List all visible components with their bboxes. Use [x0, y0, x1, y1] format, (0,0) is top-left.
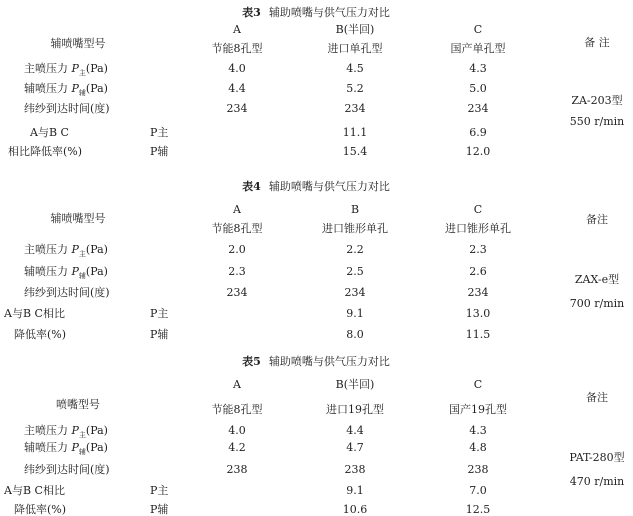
compare-cell: 6.9 [469, 126, 487, 139]
table-cell: 238 [467, 463, 489, 476]
table-title-text: 辅助喷嘴与供气压力对比 [268, 6, 390, 19]
table-cell: 4.4 [346, 424, 364, 437]
column-letter: B(半回) [335, 378, 375, 391]
table-cell: 4.4 [228, 82, 246, 95]
table-cell: 234 [467, 286, 489, 299]
compare-label: A与B C [30, 126, 69, 139]
pressure-symbol: P [71, 265, 79, 278]
row-label [24, 82, 108, 98]
table-cell: 4.0 [228, 62, 246, 75]
column-letter: B(半回) [335, 23, 375, 36]
pressure-symbol: P [71, 424, 79, 437]
row-label-text: 纬纱到达时间(度) [24, 102, 110, 115]
table-title [242, 180, 390, 193]
remark-header: 备注 [586, 391, 608, 404]
pressure-subscript: 主 [78, 431, 86, 440]
compare-symbol: P主 [150, 307, 169, 320]
pressure-symbol: P [71, 441, 79, 454]
row-label [24, 62, 108, 78]
row-unit: (Pa) [85, 82, 108, 95]
model-header: 喷嘴型号 [56, 398, 100, 411]
row-unit: (Pa) [85, 62, 108, 75]
table-cell: 4.2 [228, 441, 246, 454]
table-cell: 234 [226, 286, 248, 299]
column-name: 进口锥形单孔 [322, 222, 388, 235]
compare-cell: 13.0 [465, 307, 491, 320]
pressure-symbol: P [71, 62, 79, 75]
table-cell: 2.5 [346, 265, 364, 278]
table-number: 表3 [242, 6, 261, 19]
table-title [242, 6, 390, 19]
rate-cell: 11.5 [465, 328, 491, 341]
table-title-text: 辅助喷嘴与供气压力对比 [268, 355, 390, 368]
pressure-subscript: 辅 [78, 272, 86, 281]
row-label-text: 辅喷压力 [24, 265, 68, 278]
table-cell: 2.3 [228, 265, 246, 278]
pressure-subscript: 辅 [78, 89, 86, 98]
row-label [24, 463, 110, 476]
column-name: 进口单孔型 [327, 42, 383, 55]
pressure-subscript: 辅 [78, 448, 86, 457]
table-number: 表4 [242, 180, 261, 193]
row-label-text: 辅喷压力 [24, 82, 68, 95]
remark-model: PAT-280型 [569, 451, 625, 464]
column-name: 进口19孔型 [326, 403, 384, 416]
rate-cell: 10.6 [342, 503, 368, 516]
compare-label: A与B C相比 [4, 484, 65, 497]
pressure-symbol: P [71, 82, 79, 95]
compare-cell: 7.0 [469, 484, 487, 497]
column-name: 国产19孔型 [449, 403, 507, 416]
table-cell: 238 [226, 463, 248, 476]
table-cell: 2.0 [228, 243, 246, 256]
rate-label: 降低率(%) [14, 328, 67, 341]
compare-cell: 9.1 [346, 484, 364, 497]
row-label [24, 243, 108, 259]
compare-cell: 9.1 [346, 307, 364, 320]
column-name: 国产单孔型 [450, 42, 506, 55]
remark-speed: 700 r/min [569, 297, 625, 310]
row-label [24, 441, 108, 457]
row-label-text: 纬纱到达时间(度) [24, 463, 110, 476]
compare-symbol: P主 [150, 484, 169, 497]
table-cell: 2.3 [469, 243, 487, 256]
row-label-text: 主喷压力 [24, 424, 68, 437]
compare-label: A与B C相比 [4, 307, 65, 320]
column-name: 节能8孔型 [211, 42, 263, 55]
model-header: 辅喷嘴型号 [50, 212, 106, 225]
table-title [242, 355, 390, 368]
table-cell: 4.7 [346, 441, 364, 454]
rate-label: 相比降低率(%) [8, 145, 83, 158]
remark-speed: 470 r/min [569, 475, 625, 488]
table-cell: 234 [226, 102, 248, 115]
table-number: 表5 [242, 355, 261, 368]
column-letter: B [350, 203, 360, 216]
rate-cell: 15.4 [342, 145, 368, 158]
row-unit: (Pa) [85, 243, 108, 256]
row-label [24, 424, 108, 440]
column-letter: A [233, 203, 241, 216]
row-unit: (Pa) [85, 424, 108, 437]
table-cell: 234 [467, 102, 489, 115]
row-label [24, 265, 108, 281]
pressure-symbol: P [71, 243, 79, 256]
rate-symbol: P辅 [150, 328, 169, 341]
table-cell: 4.5 [346, 62, 364, 75]
remark-model: ZA-203型 [571, 94, 623, 107]
remark-header: 备 注 [584, 36, 610, 49]
column-name: 节能8孔型 [211, 222, 263, 235]
row-label [24, 286, 110, 299]
rate-symbol: P辅 [150, 145, 169, 158]
column-letter: C [473, 23, 483, 36]
rate-label: 降低率(%) [14, 503, 67, 516]
row-label [24, 102, 110, 115]
table-cell: 4.0 [228, 424, 246, 437]
column-name: 节能8孔型 [211, 403, 263, 416]
rate-cell: 8.0 [346, 328, 364, 341]
table-cell: 4.3 [469, 62, 487, 75]
column-name: 进口锥形单孔 [445, 222, 511, 235]
column-letter: C [473, 378, 483, 391]
row-label-text: 纬纱到达时间(度) [24, 286, 110, 299]
rate-symbol: P辅 [150, 503, 169, 516]
column-letter: A [233, 23, 241, 36]
remark-model: ZAX-e型 [574, 273, 620, 286]
column-letter: C [473, 203, 483, 216]
table-cell: 4.3 [469, 424, 487, 437]
table-cell: 2.2 [346, 243, 364, 256]
row-label-text: 主喷压力 [24, 243, 68, 256]
rate-cell: 12.0 [465, 145, 491, 158]
row-unit: (Pa) [85, 265, 108, 278]
compare-symbol: P主 [150, 126, 169, 139]
table-cell: 4.8 [469, 441, 487, 454]
table-cell: 2.6 [469, 265, 487, 278]
table-cell: 234 [344, 286, 366, 299]
pressure-subscript: 主 [78, 69, 86, 78]
table-cell: 238 [344, 463, 366, 476]
table-title-text: 辅助喷嘴与供气压力对比 [268, 180, 390, 193]
remark-header: 备注 [586, 213, 608, 226]
column-letter: A [233, 378, 241, 391]
pressure-subscript: 主 [78, 250, 86, 259]
compare-cell: 11.1 [342, 126, 368, 139]
row-unit: (Pa) [85, 441, 108, 454]
table-cell: 5.0 [469, 82, 487, 95]
table-cell: 234 [344, 102, 366, 115]
model-header: 辅喷嘴型号 [50, 37, 106, 50]
row-label-text: 主喷压力 [24, 62, 68, 75]
table-cell: 5.2 [346, 82, 364, 95]
rate-cell: 12.5 [465, 503, 491, 516]
remark-speed: 550 r/min [569, 115, 625, 128]
row-label-text: 辅喷压力 [24, 441, 68, 454]
